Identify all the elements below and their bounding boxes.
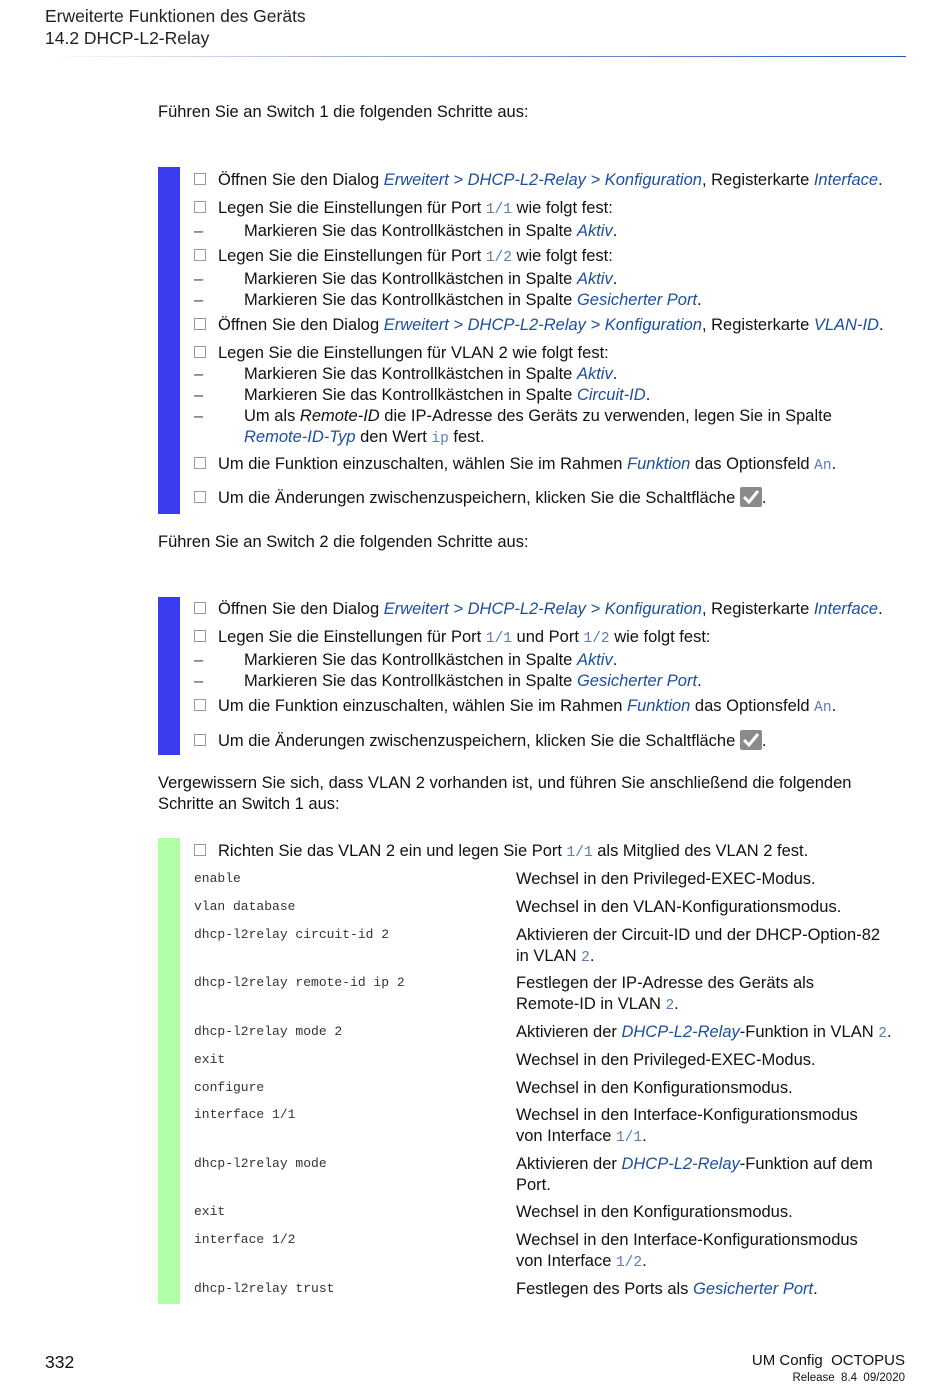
cli-command: dhcp-l2relay remote-id ip 2	[194, 975, 405, 990]
cli-command: vlan database	[194, 899, 296, 914]
step-checkbox-icon	[194, 734, 206, 746]
cli-command: configure	[194, 1080, 265, 1095]
step-port-1-2: Legen Sie die Einstellungen für Port 1/2 wie folgt fest: – Markieren Sie das Kontrollkästchen in Spalte Aktiv. – Markieren Sie das Kontrollkästchen in Spalte Gesicherter Port.	[194, 247, 702, 309]
chapter-title: Erweiterte Funktionen des Geräts	[45, 6, 306, 26]
step-checkbox-icon	[194, 201, 206, 213]
document-title: UM Config OCTOPUS	[751, 1352, 905, 1369]
step-checkbox-icon	[194, 602, 206, 614]
cli-description: Wechsel in den Privileged-EXEC-Modus.	[516, 1051, 816, 1069]
action-bar-green	[158, 838, 180, 1304]
step-checkbox-icon	[194, 699, 206, 711]
cli-description: Festlegen des Ports als Gesicherter Port.	[516, 1280, 818, 1298]
step-vlan-2: Legen Sie die Einstellungen für VLAN 2 wie folgt fest: – Markieren Sie das Kontrollkästchen in Spalte Aktiv. – Markieren Sie das Kontrollkästchen in Spalte Circuit-ID. – Um als Remote-ID die IP-Adresse des Geräts zu verwenden, legen Sie in Spalte Remote-ID-Typ den Wert ip fest.	[194, 344, 832, 447]
step-save: Um die Änderungen zwischenzuspeichern, klicken Sie die Schaltfläche .	[194, 730, 904, 752]
page-header	[45, 5, 306, 49]
save-checkmark-button[interactable]	[740, 730, 762, 750]
cli-description: Wechsel in den Privileged-EXEC-Modus.	[516, 870, 816, 888]
cli-description: Wechsel in den VLAN-Konfigurationsmodus.	[516, 898, 842, 916]
page-number: 332	[45, 1352, 75, 1372]
step-vlan-setup: Richten Sie das VLAN 2 ein und legen Sie Port 1/1 als Mitglied des VLAN 2 fest.	[194, 841, 904, 864]
tab-vlan-id-link[interactable]: VLAN-ID	[813, 316, 879, 334]
cli-command: dhcp-l2relay mode	[194, 1156, 327, 1171]
step-ports: Legen Sie die Einstellungen für Port 1/1 und Port 1/2 wie folgt fest: – Markieren Sie das Kontrollkästchen in Spalte Aktiv. – Markieren Sie das Kontrollkästchen in Spalte Gesicherter Port.	[194, 628, 711, 690]
cli-description: Aktivieren der Circuit-ID und der DHCP-Option-82 in VLAN 2.	[516, 926, 881, 966]
cli-description: Festlegen der IP-Adresse des Geräts als Remote-ID in VLAN 2.	[516, 974, 815, 1014]
cli-description: Aktivieren der DHCP-L2-Relay-Funktion in VLAN 2.	[516, 1023, 892, 1042]
step-port-1-1: Legen Sie die Einstellungen für Port 1/1 wie folgt fest: – Markieren Sie das Kontrollkästchen in Spalte Aktiv.	[194, 199, 618, 240]
tab-interface-link[interactable]: Interface	[813, 600, 879, 618]
save-checkmark-button[interactable]	[740, 487, 762, 507]
tab-interface-link[interactable]: Interface	[813, 171, 879, 189]
cli-description: Wechsel in den Interface-Konfigurationsmodus von Interface 1/1.	[516, 1106, 858, 1146]
menu-path-link[interactable]: Erweitert > DHCP-L2-Relay > Konfiguration	[383, 316, 702, 334]
cli-command: exit	[194, 1204, 226, 1219]
cli-command: dhcp-l2relay circuit-id 2	[194, 927, 390, 942]
cli-command: enable	[194, 871, 241, 886]
step-checkbox-icon	[194, 173, 206, 185]
cli-command: interface 1/2	[194, 1232, 296, 1247]
step-open-dialog-interface: Öffnen Sie den Dialog Erweitert > DHCP-L2-Relay > Konfiguration, Registerkarte Interface.	[194, 170, 904, 191]
step-checkbox-icon	[194, 457, 206, 469]
action-bar-blue	[158, 597, 180, 755]
action-bar-blue	[158, 167, 180, 514]
release-info: Release 8.4 09/2020	[792, 1372, 905, 1384]
step-checkbox-icon	[194, 491, 206, 503]
header-divider	[45, 56, 906, 57]
step-checkbox-icon	[194, 318, 206, 330]
menu-path-link[interactable]: Erweitert > DHCP-L2-Relay > Konfiguration	[383, 171, 702, 189]
step-enable-function: Um die Funktion einzuschalten, wählen Sie im Rahmen Funktion das Optionsfeld An.	[194, 454, 904, 477]
cli-description: Wechsel in den Interface-Konfigurationsmodus von Interface 1/2.	[516, 1231, 858, 1271]
cli-command: exit	[194, 1052, 226, 1067]
step-checkbox-icon	[194, 844, 206, 856]
cli-description: Wechsel in den Konfigurationsmodus.	[516, 1079, 793, 1097]
step-enable-function: Um die Funktion einzuschalten, wählen Sie im Rahmen Funktion das Optionsfeld An.	[194, 696, 904, 719]
step-checkbox-icon	[194, 630, 206, 642]
step-checkbox-icon	[194, 346, 206, 358]
cli-command: interface 1/1	[194, 1107, 296, 1122]
cli-command: dhcp-l2relay mode 2	[194, 1024, 343, 1039]
menu-path-link[interactable]: Erweitert > DHCP-L2-Relay > Konfiguration	[383, 600, 702, 618]
section-title: 14.2 DHCP-L2-Relay	[45, 28, 210, 48]
step-save: Um die Änderungen zwischenzuspeichern, klicken Sie die Schaltfläche .	[194, 487, 904, 509]
intro-switch2: Führen Sie an Switch 2 die folgenden Schritte aus:	[158, 533, 529, 551]
cli-command: dhcp-l2relay trust	[194, 1281, 335, 1296]
intro-switch1-cli: Vergewissern Sie sich, dass VLAN 2 vorhanden ist, und führen Sie anschließend die folgenden Schritte an Switch 1 aus:	[158, 774, 852, 813]
intro-switch1: Führen Sie an Switch 1 die folgenden Schritte aus:	[158, 103, 529, 121]
cli-description: Wechsel in den Konfigurationsmodus.	[516, 1203, 793, 1221]
cli-description: Aktivieren der DHCP-L2-Relay-Funktion auf dem Port.	[516, 1155, 873, 1194]
step-open-dialog-interface: Öffnen Sie den Dialog Erweitert > DHCP-L2-Relay > Konfiguration, Registerkarte Interface.	[194, 599, 904, 620]
step-checkbox-icon	[194, 249, 206, 261]
step-open-dialog-vlan: Öffnen Sie den Dialog Erweitert > DHCP-L2-Relay > Konfiguration, Registerkarte VLAN-ID.	[194, 315, 904, 336]
